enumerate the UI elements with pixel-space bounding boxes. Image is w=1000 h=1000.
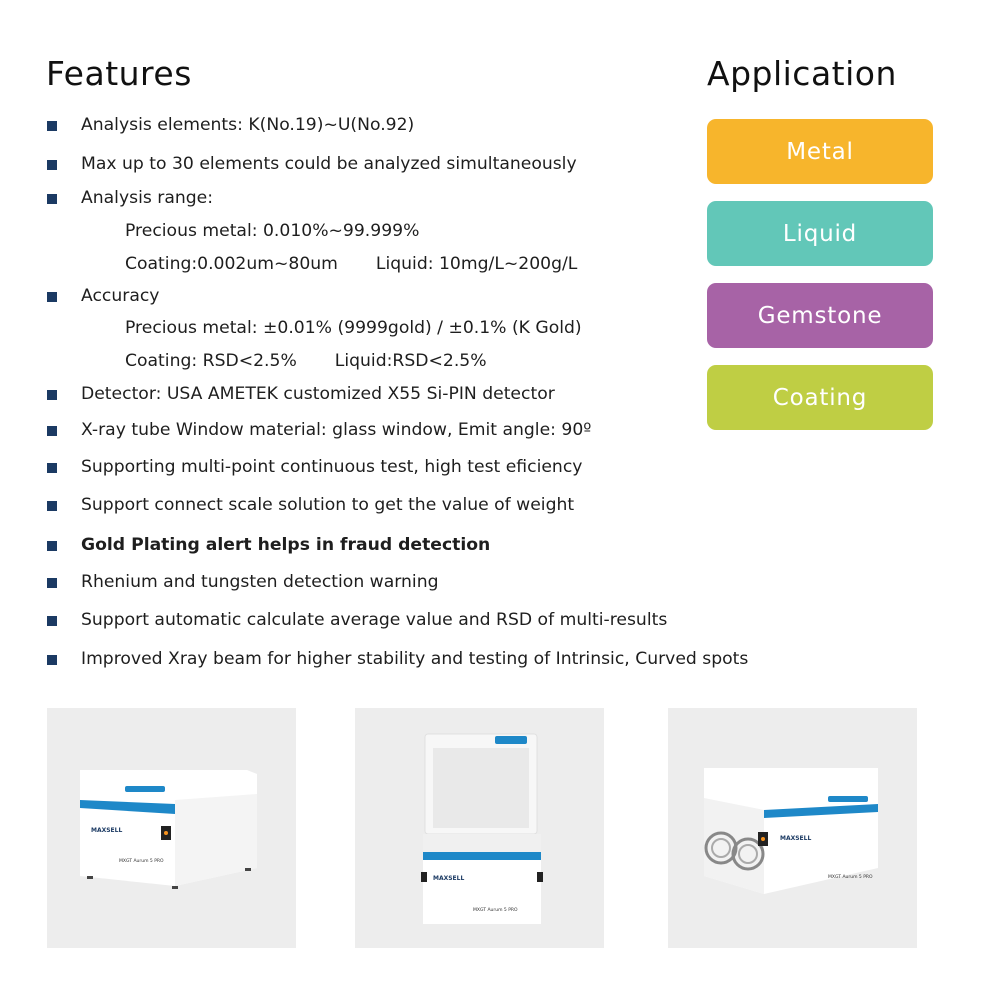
square-bullet-icon [47,655,57,665]
application-metal-button[interactable]: Metal [707,119,933,184]
application-liquid-button[interactable]: Liquid [707,201,933,266]
square-bullet-icon [47,390,57,400]
square-bullet-icon [47,194,57,204]
liquid-accuracy: Liquid:RSD<2.5% [334,351,487,371]
liquid-range: Liquid: 10mg/L~200g/L [375,254,578,274]
xrf-analyzer-illustration [668,708,917,948]
svg-text:MAXSELL: MAXSELL [91,827,123,834]
square-bullet-icon [47,541,57,551]
square-bullet-icon [47,121,57,131]
features-heading: Features [46,54,192,93]
square-bullet-icon [47,578,57,588]
svg-text:MXGT Aurum 5 PRO: MXGT Aurum 5 PRO [473,908,518,913]
svg-text:MAXSELL: MAXSELL [780,835,812,842]
square-bullet-icon [47,501,57,511]
square-bullet-icon [47,292,57,302]
svg-text:MAXSELL: MAXSELL [433,875,465,882]
application-heading: Application [707,54,897,93]
application-coating-button[interactable]: Coating [707,365,933,430]
xrf-analyzer-illustration [355,708,604,948]
square-bullet-icon [47,616,57,626]
svg-text:MXGT Aurum 5 PRO: MXGT Aurum 5 PRO [119,859,164,864]
product-photo-closed-rear-left [668,708,917,948]
square-bullet-icon [47,426,57,436]
square-bullet-icon [47,463,57,473]
product-photo-open-front [355,708,604,948]
svg-text:MXGT Aurum 5 PRO: MXGT Aurum 5 PRO [828,875,873,880]
coating-range: Coating:0.002um~80um [125,254,338,274]
square-bullet-icon [47,160,57,170]
coating-accuracy: Coating: RSD<2.5% [125,351,297,371]
application-gemstone-button[interactable]: Gemstone [707,283,933,348]
product-photo-closed-front-left [47,708,296,948]
xrf-analyzer-illustration [47,708,296,948]
